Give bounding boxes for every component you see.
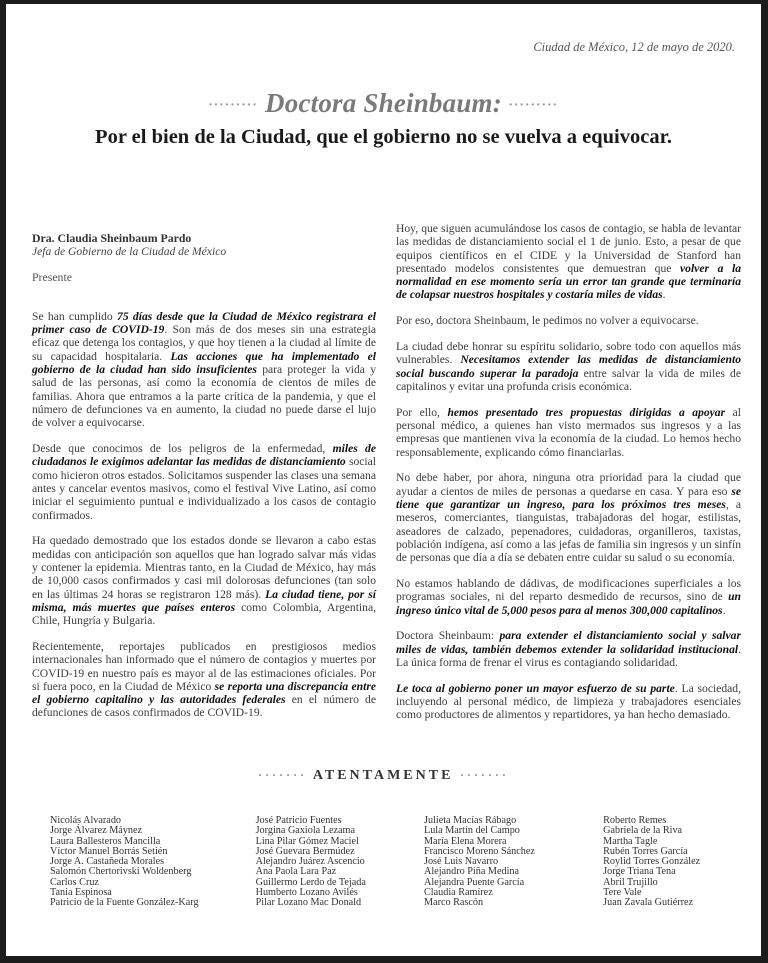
closing-dots-left: ······· [258,768,308,782]
body-text: , a meseros, comerciantes, tianguistas, trabajadoras del hogar, estilistas, aseadores de calzado, pepenadores, cuidadoras, organilleros, taxistas, población indígena, así como a las jefas de familia sin ingresos y un sinfín de personas que día a día se debaten entre cuidar su salud o su economía. [396,498,741,565]
signer-name: Salomón Chertorivski Woldenberg [50,866,192,878]
body-text: No debe haber, por ahora, ninguna otra prioridad para la ciudad que ayudar a cientos de miles de personas a quedarse en casa. Y para eso [396,471,741,498]
right-column [396,222,741,734]
signer-name: Patricio de la Fuente González-Karg [50,897,199,909]
signer-name: Gabriela de la Riva [603,825,683,837]
body-text: Se han cumplido [32,309,118,323]
emphasis-text: 75 días desde que la Ciudad de México registrara el primer caso de COVID-19 [32,309,376,337]
signer-name: Abril Trujillo [603,876,658,888]
emphasis-text: Le toca al gobierno poner un mayor esfuerzo de su parte [396,681,675,695]
signer-name: Nicolás Alvarado [50,815,122,826]
signer-name: Alejandro Piña Medina [423,866,520,878]
paragraph [32,534,376,627]
letter-page [6,4,761,956]
signer-name: Carlos Cruz [50,876,99,888]
signers-column [424,816,603,909]
addressee-name: Dra. Claudia Sheinbaum Pardo [32,231,192,245]
body-text: Ha quedado demostrado que los estados donde se llevaron a cabo estas medidas con anticipación son aquellos que han logrado salvar más vidas y contener la epidemia. Mientras tanto, en la Ciudad de México, hay más de 10,000 casos confirmados y casi mil dolorosas defunciones (tan solo en las últimas 24 horas se registraron 128 más). [32,534,376,601]
signer-name: Marco Rascón [423,897,484,909]
body-text: social como hicieron otros estados. Solicitamos suspender las clases una semana antes y cancelar eventos masivos, como el festival Vive Latino, así como iniciar el seguimiento puntual e individualizado a los casos de contagio confirmados. [32,455,376,522]
headline-text: Doctora Sheinbaum: [265,88,502,118]
body-text: No estamos hablando de dádivas, de modificaciones superficiales a los programas sociales, ni del reparto desmedido de recursos, sino de [396,577,741,604]
signer-name: Guillermo Lerdo de Tejada [255,876,366,888]
paragraph [396,406,741,459]
emphasis-text: se tiene que garantizar un ingreso, para los próximos tres meses [396,484,741,512]
paragraph [32,310,376,430]
signer-name: Jorge Álvarez Máynez [50,825,143,837]
signer-name: Jorgina Gaxiola Lezama [255,825,355,837]
left-column [32,222,376,732]
closing [6,768,761,784]
emphasis-text: se reporta una discrepancia entre el gobierno capitalino y las autoridades federales [32,679,376,707]
subheadline: Por el bien de la Ciudad, que el gobierno no se vuelva a equivocar. [95,126,672,148]
emphasis-text: para extender el distanciamiento social y salvar miles de vidas, también debemos extender la solidaridad institucional [396,629,741,656]
body-text: como Colombia, Argentina, Chile, Hungría y Bulgaria. [32,600,376,628]
paragraph [32,640,376,720]
signer-name: Alejandro Juárez Ascencio [255,856,365,868]
left-body [32,310,376,720]
paragraph [396,682,741,722]
headline [6,88,761,119]
signer-name: Julieta Macías Rábago [423,815,517,826]
signer-name: Humberto Lozano Avilés [255,887,358,899]
body-text: entre salvar la vida de miles de capitalinos y evitar una profunda crisis económica. [396,366,741,393]
signer-name: Roylid Torres González [603,856,701,868]
body-text: . Son más de dos meses sin una estrategia eficaz que detenga los contagios, y que hoy tienen a la ciudad al límite de su capacidad hospitalaria. [32,323,376,363]
addressee-role: Jefa de Gobierno de la Ciudad de México [32,245,227,259]
signer-name: Ana Paola Lara Paz [255,866,337,878]
emphasis-text: Necesitamos extender las medidas de distanciamiento social buscando superar la paradoja [396,353,741,380]
paragraph [396,629,741,669]
emphasis-text: La ciudad tiene, por sí misma, más muertes que países enteros [32,587,376,614]
signer-name: María Elena Morera [423,835,507,847]
body-text: . [722,603,726,617]
signer-name: Laura Ballesteros Mancilla [50,835,161,847]
signer-name: Lula Martín del Campo [423,825,520,837]
paragraph [396,471,741,564]
signer-name: José Patricio Fuentes [255,815,342,826]
paragraph [32,442,376,522]
paragraph [396,222,741,302]
signer-name: Tere Vale [603,887,642,899]
body-text: La ciudad debe honrar su espíritu solidario, sobre todo con aquellos más vulnerables. [396,340,741,367]
emphasis-text: hemos presentado tres propuestas dirigidas a apoyar [447,405,726,419]
body-text: . La sociedad, incluyendo al personal médico, de limpieza y trabajadores esenciales como productores de alimentos y repartidores, ya han hecho demasiado. [396,681,741,722]
body-text: para proteger la vida y salud de las personas, así como la economía de cientos de miles de familias. Ahora que entramos a la parte crítica de la pandemia, y que el número de defunciones va en aumento, la ciudad no puede darse el lujo de volver a equivocarse. [32,363,377,430]
signers-column [50,816,256,909]
signer-name: Pilar Lozano Mac Donald [255,897,362,909]
signer-name: Rubén Torres García [603,845,688,857]
headline-dots-left: ········· [208,97,259,113]
signer-name: Jorge A. Castañeda Morales [50,856,165,868]
body-text: Hoy, que siguen acumulándose los casos de contagio, se habla de levantar las medidas de distanciamiento social el 1 de junio. Esto, a pesar de que equipos científicos en el CIDE y la Universidad de Stanford han presentado modelos consistentes que demuestran que [396,222,741,275]
emphasis-text: miles de ciudadanos le exigimos adelantar las medidas de distanciamiento [32,442,376,469]
closing-dots-right: ······· [459,768,509,782]
signer-name: José Luis Navarro [423,856,499,868]
emphasis-text: un ingreso único vital de 5,000 pesos para al menos 300,000 capitalinos [396,590,741,617]
body-text: . La única forma de frenar el virus es contagiando solidaridad. [396,642,741,670]
signer-name: Roberto Remes [603,815,667,826]
emphasis-text: Las acciones que ha implementado el gobierno de la ciudad han sido insuficientes [32,349,376,377]
closing-text: ATENTAMENTE [312,768,454,783]
signer-name: Alejandra Puente García [423,876,525,888]
signer-name: Tania Espinosa [50,887,112,899]
signer-name: José Guevara Bermúdez [255,845,355,857]
signer-name: Jorge Triana Tena [603,866,676,878]
dateline: Ciudad de México, 12 de mayo de 2020. [533,40,735,54]
paragraph [396,314,741,327]
body-text: Doctora Sheinbaum: [396,629,500,643]
body-text: Por ello, [396,405,448,419]
signer-name: Lina Pilar Gómez Maciel [255,835,359,847]
signer-name: Juan Zavala Gutiérrez [603,897,694,909]
signers-list [50,816,750,909]
body-text: Recientemente, reportajes publicados en prestigiosos medios internacionales han informado que el número de contagios y muertes por COVID-19 en nuestro país es mayor al de las estimaciones oficiales. Por si fuera poco, en la Ciudad de México [32,639,376,693]
right-body [396,222,741,722]
signer-name: Claudia Ramírez [423,887,493,899]
signer-name: Martha Tagle [603,835,658,847]
signers-column [256,816,424,909]
paragraph [396,577,741,617]
headline-dots-right: ········· [508,97,559,113]
signer-name: Francisco Moreno Sánchez [423,845,535,857]
greeting: Presente [32,269,72,284]
body-text: Por eso, doctora Sheinbaum, le pedimos no volver a equivocarse. [396,314,699,328]
paragraph [396,340,741,393]
body-text: en el número de defunciones de casos confirmados de COVID-19. [32,693,376,720]
signers-column [603,816,750,909]
signer-name: Víctor Manuel Borrás Setién [50,845,168,857]
body-text: Desde que conocimos de los peligros de la enfermedad, [32,442,333,456]
body-text: . [662,288,666,302]
emphasis-text: volver a la normalidad en ese momento sería un error tan grande que terminaría de colapsar nuestros hospitales y costaría miles de vidas [396,261,741,302]
body-text: al personal médico, a quienes han visto mermados sus ingresos y a las empresas que mantienen viva la economía de la ciudad. Lo hemos hecho responsablemente, explicando cómo financiarlas. [396,405,741,459]
